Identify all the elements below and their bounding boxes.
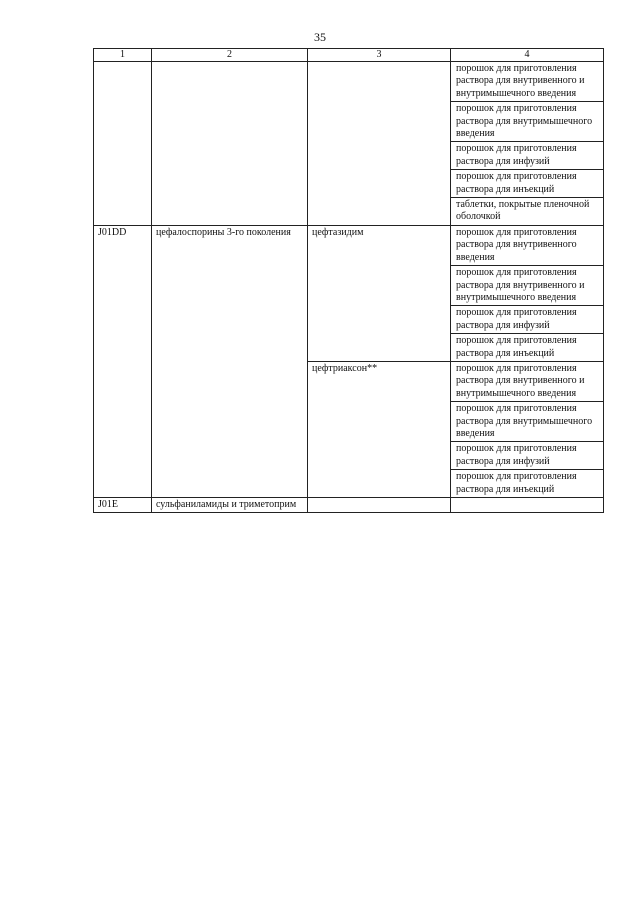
- group-name-cell: цефалоспорины 3-го поколения: [152, 225, 308, 497]
- table-row: [94, 62, 604, 102]
- table-row: [94, 225, 604, 265]
- dosage-form-cell: порошок для приготовления раствора для инъекций: [451, 334, 604, 362]
- dosage-form-cell: порошок для приготовления раствора для внутривенного и внутримышечного введения: [451, 361, 604, 401]
- drug-name-cell: [308, 62, 451, 226]
- table-row: [94, 498, 604, 513]
- dosage-form-cell: порошок для приготовления раствора для инфузий: [451, 306, 604, 334]
- dosage-form-cell: порошок для приготовления раствора для внутривенного и внутримышечного введения: [451, 266, 604, 306]
- drug-table: [93, 48, 604, 513]
- table-header-row: [94, 49, 604, 62]
- header-col-2: 2: [152, 49, 308, 62]
- dosage-form-cell: порошок для приготовления раствора для инъекций: [451, 170, 604, 198]
- code-cell: J01E: [94, 498, 152, 513]
- header-col-1: 1: [94, 49, 152, 62]
- dosage-form-cell: порошок для приготовления раствора для инфузий: [451, 442, 604, 470]
- header-col-3: 3: [308, 49, 451, 62]
- code-cell: J01DD: [94, 225, 152, 497]
- header-col-4: 4: [451, 49, 604, 62]
- dosage-form-cell: [451, 498, 604, 513]
- dosage-form-cell: порошок для приготовления раствора для внутримышечного введения: [451, 102, 604, 142]
- drug-name-cell: [308, 498, 451, 513]
- dosage-form-cell: порошок для приготовления раствора для внутримышечного введения: [451, 402, 604, 442]
- dosage-form-cell: таблетки, покрытые пленочной оболочкой: [451, 198, 604, 226]
- code-cell: [94, 62, 152, 226]
- group-name-cell: сульфаниламиды и триметоприм: [152, 498, 308, 513]
- group-name-cell: [152, 62, 308, 226]
- dosage-form-cell: порошок для приготовления раствора для внутривенного и внутримышечного введения: [451, 62, 604, 102]
- page-number: 35: [314, 30, 326, 44]
- dosage-form-cell: порошок для приготовления раствора для инфузий: [451, 142, 604, 170]
- drug-name-cell: цефтазидим: [308, 225, 451, 361]
- dosage-form-cell: порошок для приготовления раствора для инъекций: [451, 470, 604, 498]
- dosage-form-cell: порошок для приготовления раствора для внутривенного введения: [451, 225, 604, 265]
- drug-name-cell: цефтриаксон**: [308, 361, 451, 497]
